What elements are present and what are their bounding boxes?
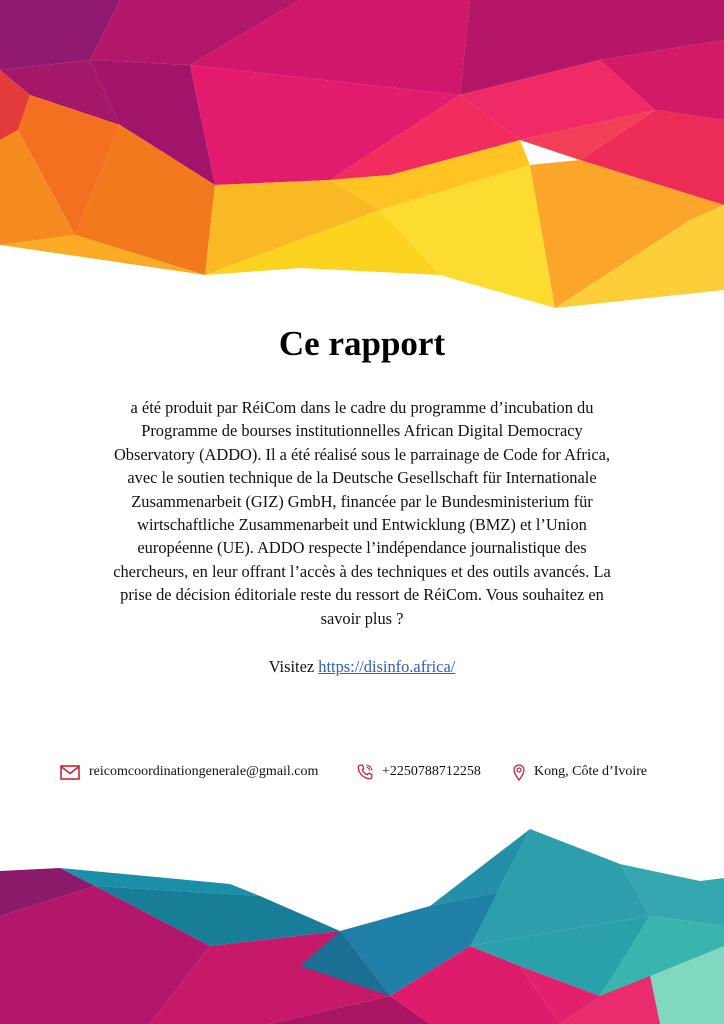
- bottom-polygon-banner: [0, 826, 724, 1024]
- phone-icon: [357, 764, 373, 780]
- visit-label: Visitez: [268, 657, 315, 676]
- envelope-icon: [60, 765, 80, 780]
- report-description: a été produit par RéiCom dans le cadre du programme d’incubation du Programme de bourses institutionnelles African Digital Democracy Observatory (ADDO). Il a été réalisé sous le parrainage de Code for Africa, avec le soutien technique de la Deutsche Gesellschaft für Internationale Zusammenarbeit (GIZ) GmbH, financée par le Bundesministerium für wirtschaftliche Zusammenarbeit und Entwicklung (BMZ) et l’Union européenne (UE). ADDO respecte l’indépendance journalistique des chercheurs, en leur offrant l’accès à des techniques et des outils avancés. La prise de décision éditoriale reste du ressort de RéiCom. Vous souhaitez en savoir plus ?: [113, 398, 611, 628]
- website-link[interactable]: https://disinfo.africa/: [318, 657, 456, 676]
- visit-line: [0, 656, 724, 678]
- email-address[interactable]: reicomcoordinationgenerale@gmail.com: [89, 764, 319, 779]
- contact-phone: [357, 760, 481, 784]
- top-polygon-banner: [0, 0, 724, 312]
- contact-bar: [0, 760, 724, 784]
- contact-location: [513, 760, 647, 784]
- contact-email: [60, 760, 318, 784]
- map-pin-icon: [513, 764, 525, 781]
- phone-number[interactable]: +2250788712258: [382, 764, 481, 779]
- location-text: Kong, Côte d’Ivoire: [534, 764, 648, 779]
- page-title: Ce rapport: [278, 324, 446, 363]
